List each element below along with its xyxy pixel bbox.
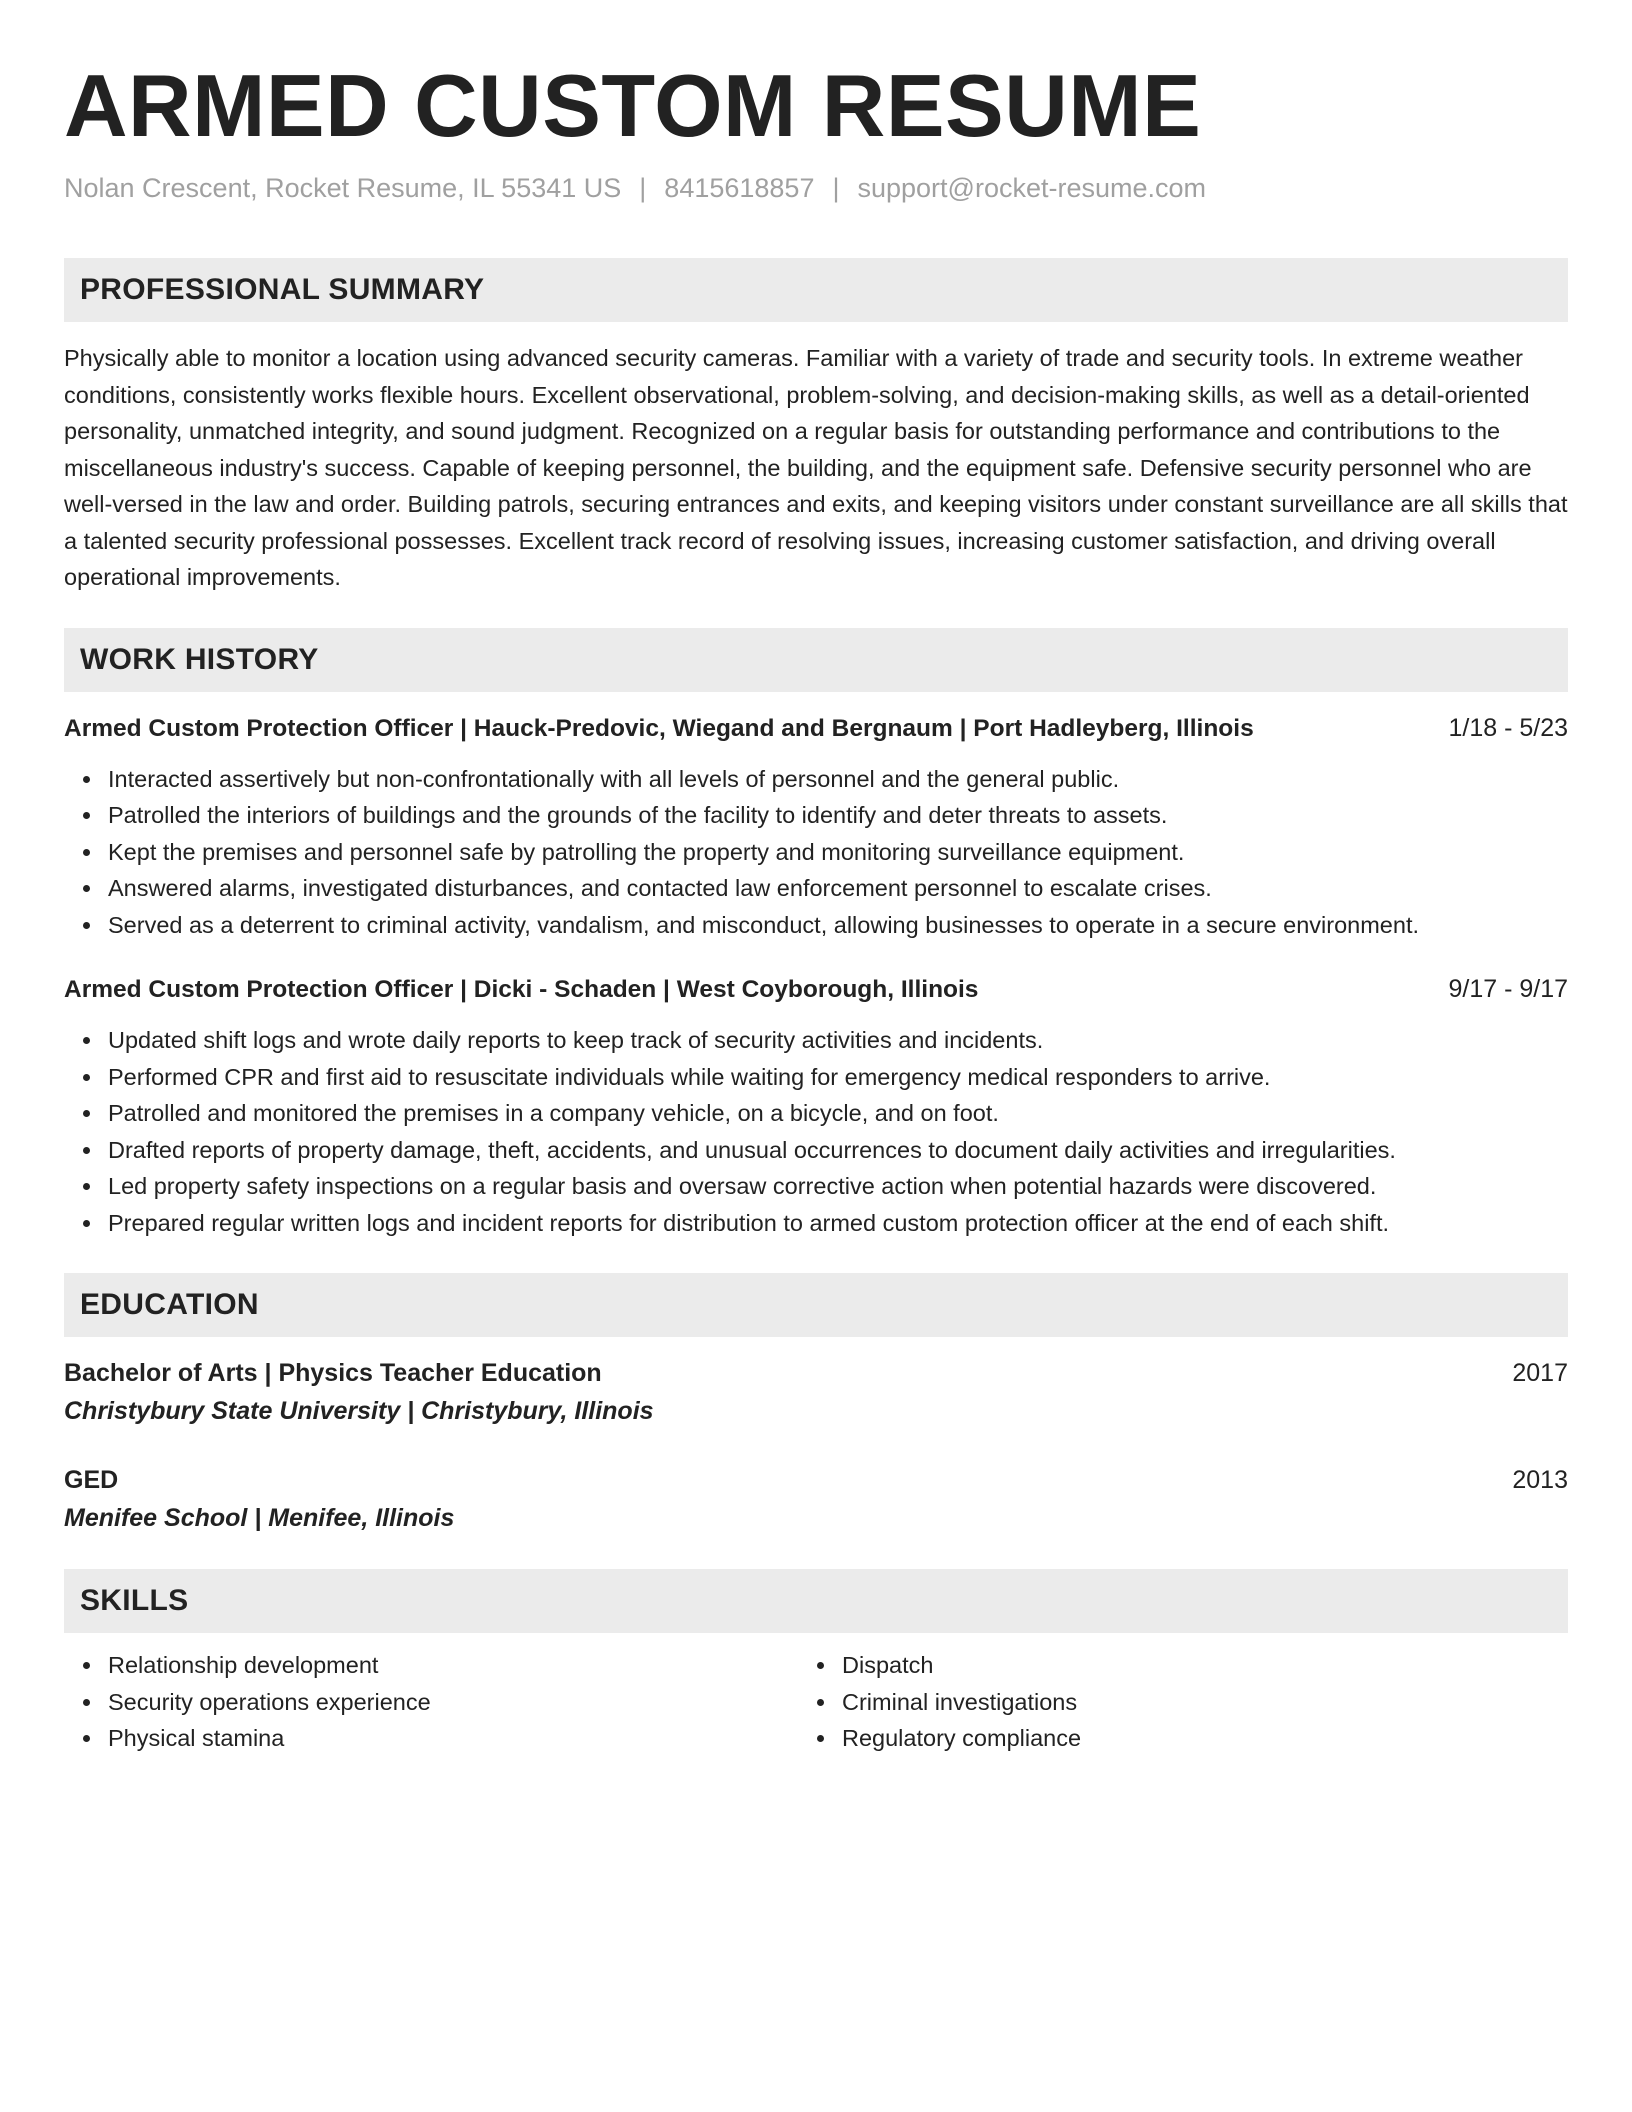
contact-phone: 8415618857 bbox=[664, 173, 815, 203]
skill-text: Criminal investigations bbox=[842, 1688, 1078, 1715]
job-bullet bbox=[108, 1095, 1568, 1132]
job-dates: 1/18 - 5/23 bbox=[1448, 713, 1568, 742]
job-bullet-list bbox=[64, 761, 1568, 944]
education-year: 2013 bbox=[1512, 1466, 1568, 1494]
bullet-dot-icon bbox=[83, 776, 90, 783]
section-header-education: EDUCATION bbox=[64, 1273, 1568, 1337]
job-bullet-text: Updated shift logs and wrote daily reports to keep track of security activities and incidents. bbox=[108, 1027, 1044, 1053]
bullet-dot-icon bbox=[83, 1662, 90, 1669]
job-title-row bbox=[64, 971, 1568, 1008]
bullet-dot-icon bbox=[83, 885, 90, 892]
job-bullet-text: Answered alarms, investigated disturbances, and contacted law enforcement personnel to escalate crises. bbox=[108, 875, 1212, 901]
bullet-dot-icon bbox=[817, 1662, 824, 1669]
education-degree: Bachelor of Arts | Physics Teacher Education bbox=[64, 1359, 602, 1387]
job-entry bbox=[64, 710, 1568, 944]
skill-text: Dispatch bbox=[842, 1652, 934, 1678]
job-bullet bbox=[108, 1059, 1568, 1096]
education-entry bbox=[64, 1355, 1568, 1429]
job-bullet bbox=[108, 1132, 1568, 1169]
contact-line bbox=[64, 170, 1568, 206]
job-bullet-text: Drafted reports of property damage, theft, accidents, and unusual occurrences to document daily activities and irregularities. bbox=[108, 1136, 1396, 1163]
skill-item bbox=[842, 1684, 1532, 1721]
contact-address: Nolan Crescent, Rocket Resume, IL 55341 US bbox=[64, 173, 622, 203]
skills-column-left bbox=[64, 1647, 798, 1757]
skill-item bbox=[108, 1720, 798, 1757]
bullet-dot-icon bbox=[83, 849, 90, 856]
bullet-dot-icon bbox=[83, 812, 90, 819]
bullet-dot-icon bbox=[817, 1735, 824, 1742]
job-bullet-text: Prepared regular written logs and incident reports for distribution to armed custom protection officer at the end of each shift. bbox=[108, 1209, 1390, 1236]
job-bullet-text: Patrolled the interiors of buildings and the grounds of the facility to identify and deter threats to assets. bbox=[108, 802, 1168, 828]
job-bullet-text: Served as a deterrent to criminal activity, vandalism, and misconduct, allowing businesses to operate in a secure environment. bbox=[108, 911, 1419, 938]
contact-separator: | bbox=[639, 173, 647, 203]
skill-item bbox=[842, 1720, 1532, 1757]
contact-separator: | bbox=[832, 173, 840, 203]
job-bullet bbox=[108, 1168, 1568, 1205]
job-bullet bbox=[108, 1022, 1568, 1059]
job-title: Armed Custom Protection Officer | Dicki - Schaden | West Coyborough, Illinois bbox=[64, 976, 979, 1003]
job-bullet bbox=[108, 761, 1568, 798]
job-bullet bbox=[108, 907, 1568, 944]
job-bullet bbox=[108, 870, 1568, 907]
education-school: Christybury State University | Christybury, Illinois bbox=[64, 1397, 654, 1425]
bullet-dot-icon bbox=[83, 922, 90, 929]
section-header-skills: SKILLS bbox=[64, 1569, 1568, 1633]
skill-text: Physical stamina bbox=[108, 1725, 285, 1751]
bullet-dot-icon bbox=[817, 1699, 824, 1706]
contact-email: support@rocket-resume.com bbox=[857, 173, 1207, 203]
bullet-dot-icon bbox=[83, 1037, 90, 1044]
section-header-summary: PROFESSIONAL SUMMARY bbox=[64, 258, 1568, 322]
education-entry bbox=[64, 1462, 1568, 1536]
job-bullet-text: Led property safety inspections on a regular basis and oversaw corrective action when potential hazards were discovered. bbox=[108, 1173, 1377, 1199]
education-degree: GED bbox=[64, 1466, 119, 1494]
bullet-dot-icon bbox=[83, 1074, 90, 1081]
bullet-dot-icon bbox=[83, 1183, 90, 1190]
skill-text: Relationship development bbox=[108, 1652, 379, 1678]
job-bullet-text: Performed CPR and first aid to resuscitate individuals while waiting for emergency medical responders to arrive. bbox=[108, 1063, 1271, 1090]
section-header-work-history: WORK HISTORY bbox=[64, 628, 1568, 692]
bullet-dot-icon bbox=[83, 1735, 90, 1742]
education-year: 2017 bbox=[1512, 1359, 1568, 1387]
skill-item bbox=[842, 1647, 1532, 1684]
education-school: Menifee School | Menifee, Illinois bbox=[64, 1504, 455, 1532]
summary-paragraph: Physically able to monitor a location using advanced security cameras. Familiar with a variety of trade and security tools. In extreme weather conditions, consistently works flexible hours. Excellent observational, problem-solving, and decision-making skills, as well as a detail-oriented personality, unmatched integrity, and sound judgment. Recognized on a regular basis for outstanding performance and contributions to the miscellaneous industry's success. Capable of keeping personnel, the building, and the equipment safe. Defensive security personnel who are well-versed in the law and order. Building patrols, securing entrances and exits, and keeping visitors under constant surveillance are all skills that a talented security professional possesses. Excellent track record of resolving issues, increasing customer satisfaction, and driving overall operational improvements. bbox=[64, 345, 1568, 590]
job-bullet bbox=[108, 834, 1568, 871]
bullet-dot-icon bbox=[83, 1220, 90, 1227]
job-bullet-list bbox=[64, 1022, 1568, 1241]
skills-column-right bbox=[798, 1647, 1532, 1757]
job-bullet bbox=[108, 1205, 1568, 1242]
job-bullet bbox=[108, 797, 1568, 834]
job-bullet-text: Kept the premises and personnel safe by patrolling the property and monitoring surveillance equipment. bbox=[108, 838, 1185, 865]
bullet-dot-icon bbox=[83, 1699, 90, 1706]
skill-text: Regulatory compliance bbox=[842, 1725, 1082, 1751]
job-bullet-text: Patrolled and monitored the premises in a company vehicle, on a bicycle, and on foot. bbox=[108, 1100, 999, 1126]
resume-name: ARMED CUSTOM RESUME bbox=[64, 56, 1202, 155]
bullet-dot-icon bbox=[83, 1110, 90, 1117]
education-degree-row bbox=[64, 1462, 1568, 1498]
education-degree-row bbox=[64, 1355, 1568, 1391]
job-entry bbox=[64, 971, 1568, 1241]
job-bullet-text: Interacted assertively but non-confrontationally with all levels of personnel and the general public. bbox=[108, 765, 1120, 792]
skill-item bbox=[108, 1684, 798, 1721]
job-title-row bbox=[64, 710, 1568, 747]
skill-item bbox=[108, 1647, 798, 1684]
skill-text: Security operations experience bbox=[108, 1688, 431, 1715]
skills-grid bbox=[64, 1647, 1568, 1757]
bullet-dot-icon bbox=[83, 1147, 90, 1154]
job-title: Armed Custom Protection Officer | Hauck-Predovic, Wiegand and Bergnaum | Port Hadleyberg, Illinois bbox=[64, 714, 1254, 742]
job-dates: 9/17 - 9/17 bbox=[1448, 975, 1568, 1003]
